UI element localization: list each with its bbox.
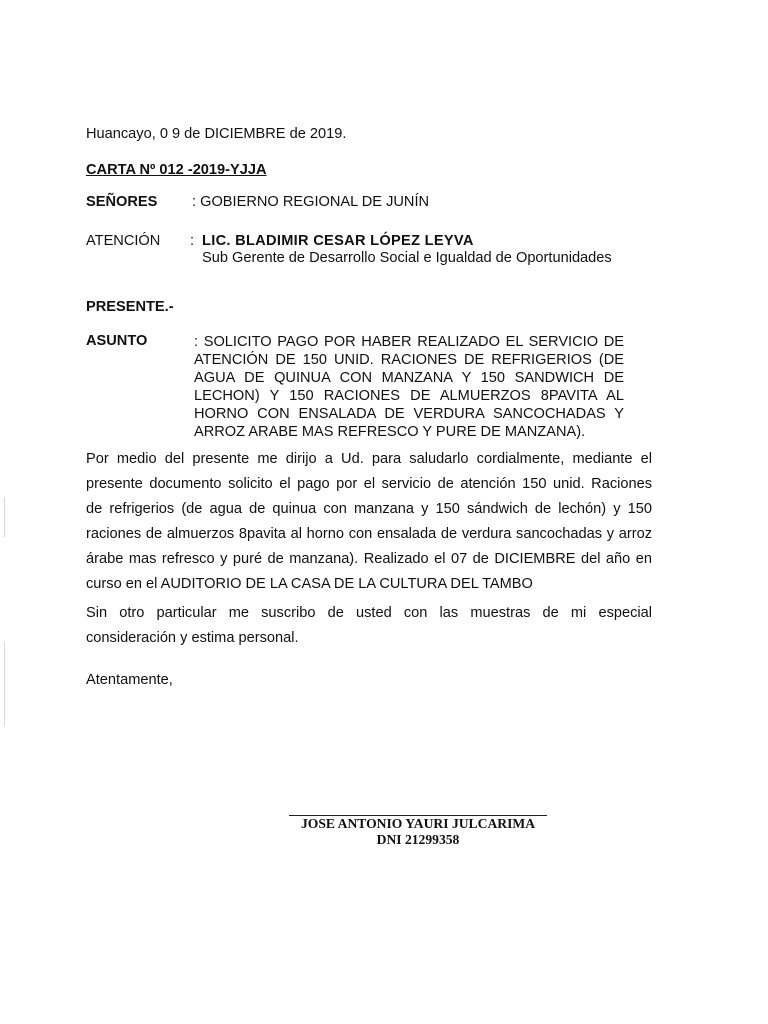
subject-label: ASUNTO — [86, 333, 148, 349]
subject-line: ATENCIÓN DE 150 UNID. RACIONES DE REFRIGERIOS (DE — [194, 352, 624, 368]
subject-line: : SOLICITO PAGO POR HABER REALIZADO EL SERVICIO DE — [194, 334, 624, 350]
subject-line: ARROZ ARABE MAS REFRESCO Y PURE DE MANZANA). — [194, 424, 586, 440]
attention-role: Sub Gerente de Desarrollo Social e Igualdad de Oportunidades — [202, 250, 612, 266]
body-line: Por medio del presente me dirijo a Ud. para saludarlo cordialmente, mediante el — [86, 451, 652, 467]
body-line: de refrigerios (de agua de quinua con manzana y 150 sándwich de lechón) y 150 — [86, 501, 652, 517]
subject-line: LECHON) Y 150 RACIONES DE ALMUERZOS 8PAVITA AL — [194, 388, 624, 404]
closing-line: Sin otro particular me suscribo de usted con las muestras de mi especial — [86, 605, 652, 621]
subject-line: AGUA DE QUINUA CON MANZANA Y 150 SANDWICH DE — [194, 370, 624, 386]
signatory-name: JOSE ANTONIO YAURI JULCARIMA — [300, 816, 536, 831]
valediction: Atentamente, — [86, 672, 173, 688]
recipient-value: : GOBIERNO REGIONAL DE JUNÍN — [192, 194, 430, 210]
recipient-label: SEÑORES — [86, 194, 158, 210]
date-line: Huancayo, 0 9 de DICIEMBRE de 2019. — [86, 126, 347, 142]
closing-paragraph — [86, 604, 652, 654]
body-line: árabe mas refresco y puré de manzana). Realizado el 07 de DICIEMBRE del año en — [86, 551, 652, 567]
subject-text — [194, 333, 624, 441]
body-line: curso en el AUDITORIO DE LA CASA DE LA CULTURA DEL TAMBO — [86, 576, 533, 592]
scan-margin-mark — [4, 497, 5, 537]
scan-margin-mark — [4, 642, 5, 726]
signatory-dni: DNI 21299358 — [376, 832, 460, 847]
attention-label: ATENCIÓN — [86, 233, 161, 249]
body-line: presente documento solicito el pago por el servicio de atención 150 unid. Raciones — [86, 476, 652, 492]
presente-heading: PRESENTE.- — [86, 299, 174, 315]
body-paragraph — [86, 450, 652, 600]
attention-name: LIC. BLADIMIR CESAR LÓPEZ LEYVA — [202, 233, 474, 249]
letter-reference: CARTA Nº 012 -2019-YJJA — [86, 162, 267, 178]
body-line: raciones de almuerzos 8pavita al horno con ensalada de verdura sancochadas y arroz — [86, 526, 652, 542]
subject-line: HORNO CON ENSALADA DE VERDURA SANCOCHADAS Y — [194, 406, 624, 422]
closing-line: consideración y estima personal. — [86, 630, 299, 646]
attention-colon: : — [190, 233, 195, 249]
